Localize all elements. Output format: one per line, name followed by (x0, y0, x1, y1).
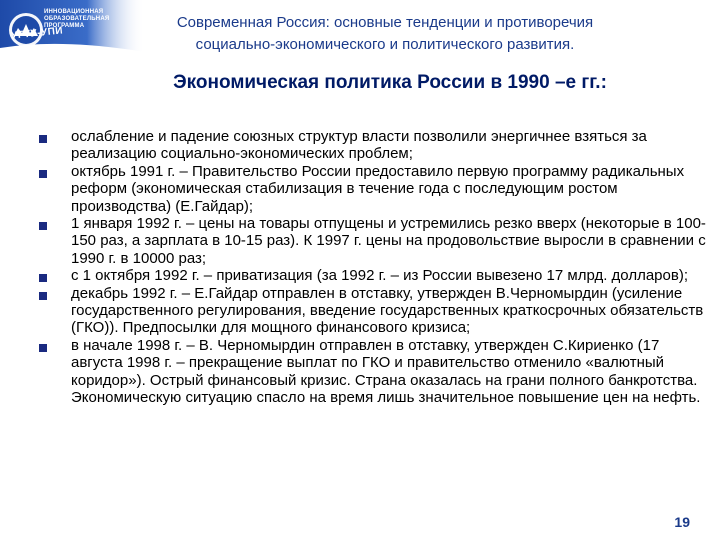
bullet-item (38, 285, 710, 337)
slide-title: Экономическая политика России в 1990 –е гг.: (173, 72, 607, 93)
bullet-text: с 1 октября 1992 г. – приватизация (за 1992 г. – из России вывезено 17 млрд. долларов); (71, 267, 688, 285)
square-bullet-icon (39, 274, 47, 282)
logo-abbreviation: УГТУ-УПИ (10, 25, 64, 42)
header-line-2: социально-экономического и политического развития. (195, 36, 575, 53)
bullet-text: октябрь 1991 г. – Правительство России предоставило первую программу радикальных реформ (экономическая стабилизация в течение года с последующим ростом производства) (Е.Гайдар); (71, 162, 685, 215)
bullet-text: в начале 1998 г. – В. Черномырдин отправлен в отставку, утвержден С.Кириенко (17 августа 1998 г. – прекращение выплат по ГКО и правительство отменило «валютный коридор»). Острый финансовый кризис. Страна оказалась на грани полного банкротства. Экономическую ситуацию спасло на время лишь значительное повышение цен на нефть. (71, 336, 701, 407)
square-bullet-icon (39, 344, 47, 352)
header-line-1: Современная Россия: основные тенденции и противоречия (176, 14, 594, 31)
square-bullet-icon (39, 135, 47, 143)
square-bullet-icon (39, 292, 47, 300)
square-bullet-icon (39, 170, 47, 178)
bullet-text: 1 января 1992 г. – цены на товары отпущены и устремились резко вверх (некоторые в 100-150 раз, а зарплата в 10-15 раз). К 1997 г. цены на продовольствие выросли в сравнении с 1990 г. в 10000 раз; (71, 215, 706, 267)
bullet-text: декабрь 1992 г. – Е.Гайдар отправлен в отставку, утвержден В.Черномырдин (усиление государственного регулирования, введение государственных краткосрочных обязательств (ГКО)). Предпосылки для мощного финансового кризиса; (71, 284, 704, 337)
bullet-list (38, 128, 710, 407)
bullet-text: ослабление и падение союзных структур власти позволили энергичнее взяться за реализацию социально-экономических проблем; (71, 128, 647, 163)
university-logo (0, 0, 145, 70)
page-number: 19 (674, 514, 690, 530)
logo-text: ИННОВАЦИОННАЯ ОБРАЗОВАТЕЛЬНАЯ ПРОГРАММА (44, 9, 110, 29)
square-bullet-icon (39, 222, 47, 230)
slide-header (150, 12, 620, 56)
bullet-item (38, 128, 710, 163)
bullet-item (38, 267, 710, 284)
bullet-item (38, 163, 710, 215)
bullet-item (38, 215, 710, 267)
bullet-item (38, 337, 710, 407)
